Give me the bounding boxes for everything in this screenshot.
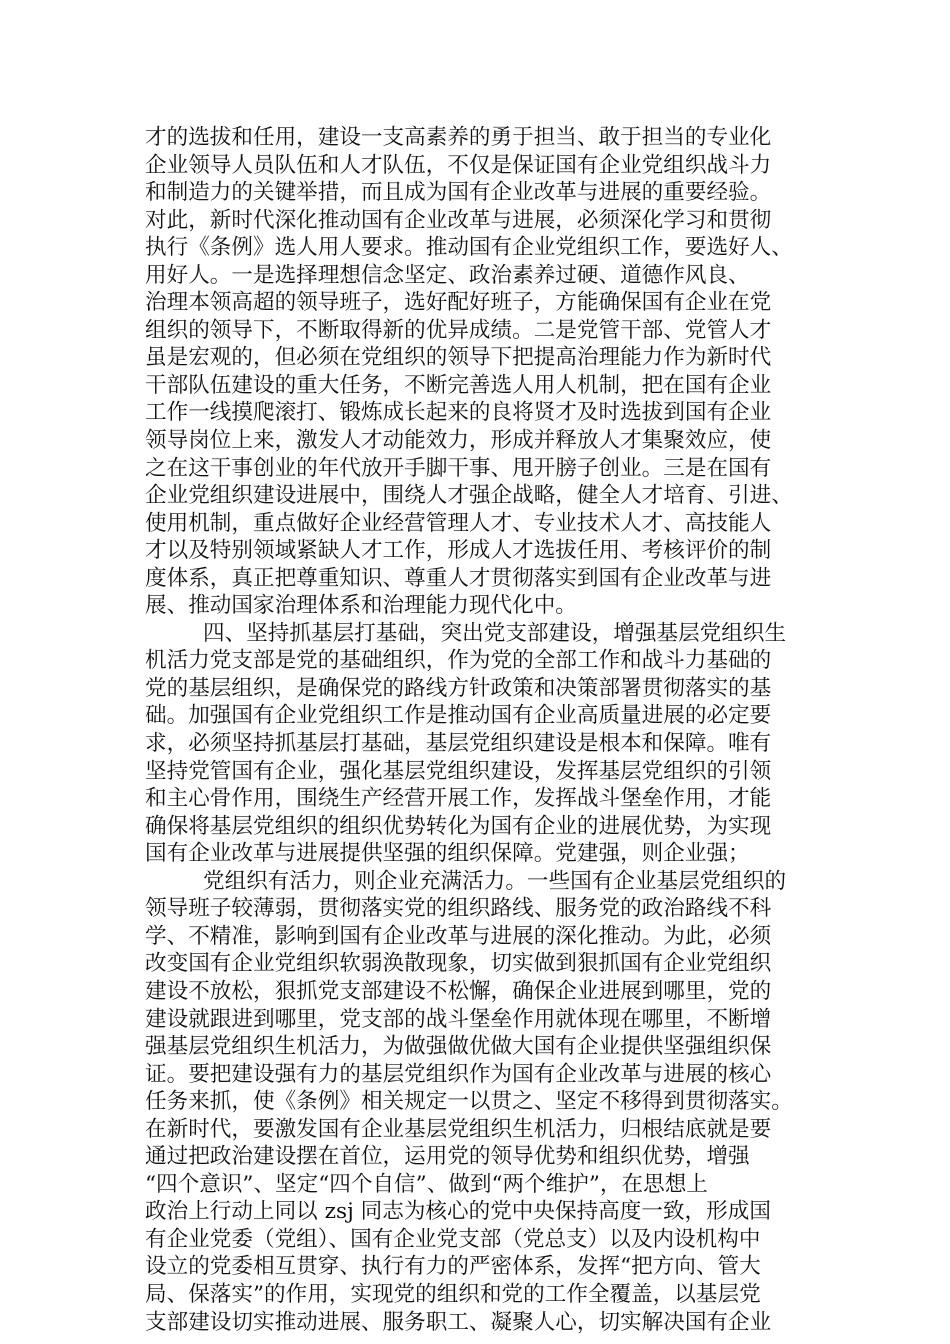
text-line: 设立的党委相互贯穿、执行有力的严密体系，发挥“把方向、管大 (145, 1254, 761, 1280)
text-line: 政治上行动上同以 zsj 同志为核心的党中央保持高度一致，形成国 (145, 1199, 771, 1225)
text-line: 在新时代，要激发国有企业基层党组织生机活力，归根结底就是要 (145, 1116, 772, 1142)
text-line: 础。加强国有企业党组织工作是推动国有企业高质量进展的必定要 (145, 703, 772, 729)
text-line: 领导岗位上来，激发人才动能效力，形成并释放人才集聚效应，使 (145, 428, 772, 454)
text-line: 度体系，真正把尊重知识、尊重人才贯彻落实到国有企业改革与进 (145, 565, 772, 591)
text-line: 组织的领导下，不断取得新的优异成绩。二是党管干部、党管人才 (145, 317, 772, 343)
text-line: 党的基层组织，是确保党的路线方针政策和决策部署贯彻落实的基 (145, 675, 772, 701)
text-line: 使用机制，重点做好企业经营管理人才、专业技术人才、高技能人 (145, 510, 772, 536)
text-line: 改变国有企业党组织软弱涣散现象，切实做到狠抓国有企业党组织 (145, 951, 772, 977)
text-line: 学、不精准，影响到国有企业改革与进展的深化推动。为此，必须 (145, 923, 772, 949)
text-line: 有企业党委（党组）、国有企业党支部（党总支）以及内设机构中 (145, 1226, 761, 1252)
text-line: 证。要把建设强有力的基层党组织作为国有企业改革与进展的核心 (145, 1061, 772, 1087)
text-line: 和制造力的关键举措，而且成为国有企业改革与进展的重要经验。 (145, 180, 772, 206)
text-line: 才的选拔和任用，建设一支高素养的勇于担当、敢于担当的专业化 (145, 125, 772, 150)
text-line: 确保将基层党组织的组织优势转化为国有企业的进展优势，为实现 (145, 813, 772, 839)
text-line: 支部建设切实推动进展、服务职工、凝聚人心，切实解决国有企业 (145, 1309, 772, 1335)
text-line: 任务来抓，使《条例》相关规定一以贯之、坚定不移得到贯彻落实。 (145, 1089, 793, 1115)
paragraph-first-line: 党组织有活力，则企业充满活力。一些国有企业基层党组织的 (203, 868, 787, 894)
text-line: 领导班子较薄弱，贯彻落实党的组织路线、服务党的政治路线不科 (145, 896, 772, 922)
text-line: 强基层党组织生机活力，为做强做优做大国有企业提供坚强组织保 (145, 1034, 772, 1060)
text-line: 才以及特别领域紧缺人才工作，形成人才选拔任用、考核评价的制 (145, 538, 772, 564)
text-line: 治理本领高超的领导班子，选好配好班子，方能确保国有企业在党 (145, 290, 772, 316)
document-body-text (145, 124, 805, 1336)
text-line: “四个意识”、坚定“四个自信”、做到“两个维护”，在思想上 (145, 1171, 708, 1197)
text-line: 干部队伍建设的重大任务，不断完善选人用人机制，把在国有企业 (145, 372, 772, 398)
text-line: 展、推动国家治理体系和治理能力现代化中。 (145, 593, 577, 619)
text-line: 国有企业改革与进展提供坚强的组织保障。党建强，则企业强； (145, 841, 750, 867)
text-line: 建设就跟进到哪里，党支部的战斗堡垒作用就体现在哪里，不断增 (145, 1006, 772, 1032)
text-line: 求，必须坚持抓基层打基础，基层党组织建设是根本和保障。唯有 (145, 731, 772, 757)
text-line: 机活力党支部是党的基础组织，作为党的全部工作和战斗力基础的 (145, 648, 772, 674)
text-line: 工作一线摸爬滚打、锻炼成长起来的良将贤才及时选拔到国有企业 (145, 400, 772, 426)
text-line: 对此，新时代深化推动国有企业改革与进展，必须深化学习和贯彻 (145, 207, 772, 233)
text-line: 之在这干事创业的年代放开手脚干事、甩开膀子创业。三是在国有 (145, 455, 772, 481)
text-line: 坚持党管国有企业，强化基层党组织建设，发挥基层党组织的引领 (145, 758, 772, 784)
paragraph-first-line: 四、坚持抓基层打基础，突出党支部建设，增强基层党组织生 (203, 620, 787, 646)
text-line: 建设不放松，狠抓党支部建设不松懈，确保企业进展到哪里，党的 (145, 978, 772, 1004)
text-line: 执行《条例》选人用人要求。推动国有企业党组织工作，要选好人、 (145, 235, 793, 261)
text-line: 局、保落实”的作用，实现党的组织和党的工作全覆盖，以基层党 (145, 1281, 761, 1307)
text-line: 企业党组织建设进展中，围绕人才强企战略，健全人才培育、引进、 (145, 483, 793, 509)
text-line: 企业领导人员队伍和人才队伍，不仅是保证国有企业党组织战斗力 (145, 152, 772, 178)
text-line: 虽是宏观的，但必须在党组织的领导下把提高治理能力作为新时代 (145, 345, 772, 371)
text-line: 和主心骨作用，围绕生产经营开展工作，发挥战斗堡垒作用，才能 (145, 786, 772, 812)
text-line: 通过把政治建设摆在首位，运用党的领导优势和组织优势，增强 (145, 1144, 750, 1170)
text-line: 用好人。一是选择理想信念坚定、政治素养过硬、道德作风良、 (145, 262, 750, 288)
